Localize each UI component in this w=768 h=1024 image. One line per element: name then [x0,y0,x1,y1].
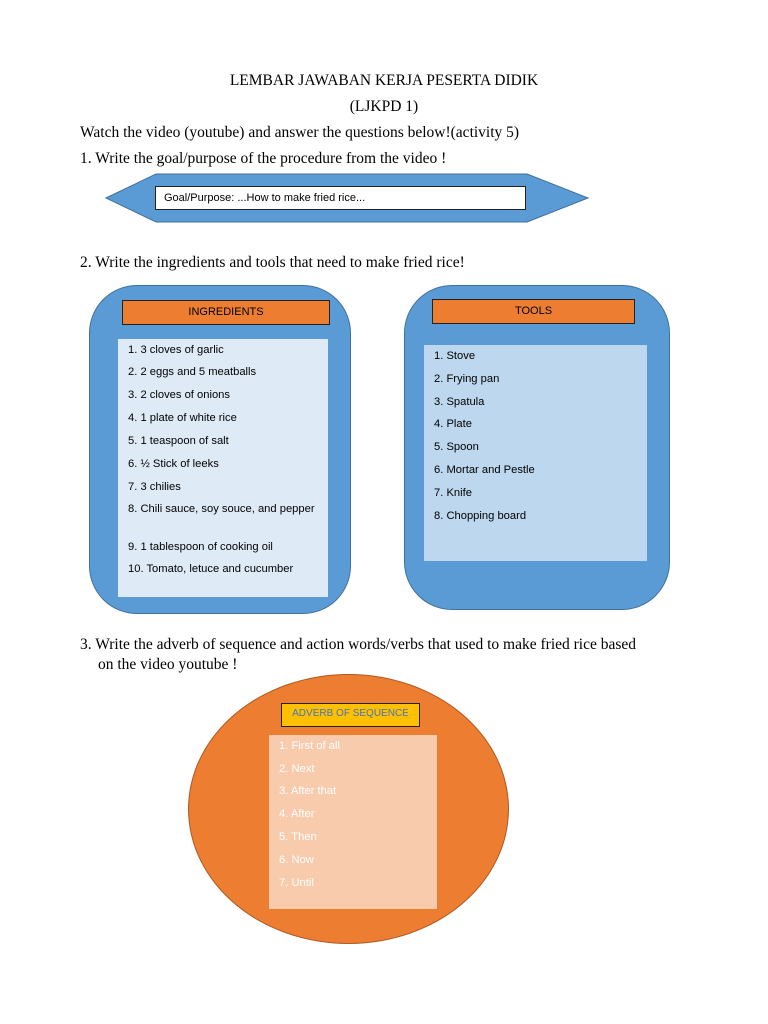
list-item: 7. Until [279,877,314,889]
question-3-text-continued: on the video youtube ! [98,656,238,673]
list-item: 6. Now [279,854,314,866]
adverb-list [269,735,437,909]
question-2-text: 2. Write the ingredients and tools that need to make fried rice! [80,254,465,271]
list-item: 7. Knife [434,487,472,499]
list-item: 2. Frying pan [434,373,500,385]
list-item: 2. 2 eggs and 5 meatballs [128,366,257,378]
list-item: 1. 3 cloves of garlic [128,344,224,356]
ingredients-header: INGREDIENTS [122,300,330,325]
adverb-header: ADVERB OF SEQUENCE [281,703,420,727]
list-item: 8. Chili sauce, soy souce, and pepper [128,503,315,515]
list-item: 3. 2 cloves of onions [128,389,230,401]
question-3-text: 3. Write the adverb of sequence and action words/verbs that used to make fried rice based [80,636,637,653]
worksheet-title: LEMBAR JAWABAN KERJA PESERTA DIDIK [229,72,539,89]
list-item: 5. Spoon [434,441,479,453]
list-item: 10. Tomato, letuce and cucumber [128,563,294,575]
tools-list [424,345,647,561]
worksheet-subtitle: (LJKPD 1) [349,98,419,115]
list-item: 6. ½ Stick of leeks [128,458,219,470]
list-item: 4. After [279,808,315,820]
goal-answer-box: Goal/Purpose: ...How to make fried rice... [155,186,526,210]
list-item: 4. 1 plate of white rice [128,412,237,424]
list-item: 3. Spatula [434,396,485,408]
list-item: 1. First of all [279,740,340,752]
ingredients-list [118,339,328,597]
list-item: 1. Stove [434,350,476,362]
instruction-text: Watch the video (youtube) and answer the questions below!(activity 5) [80,124,520,141]
list-item: 6. Mortar and Pestle [434,464,535,476]
list-item: 9. 1 tablespoon of cooking oil [128,541,273,553]
list-item: 4. Plate [434,418,472,430]
list-item: 5. 1 teaspoon of salt [128,435,229,447]
tools-header: TOOLS [432,299,635,324]
list-item: 5. Then [279,831,317,843]
list-item: 7. 3 chilies [128,481,181,493]
list-item: 2. Next [279,763,315,775]
list-item: 8. Chopping board [434,510,527,522]
question-1-text: 1. Write the goal/purpose of the procedure from the video ! [80,150,447,167]
list-item: 3. After that [279,785,337,797]
